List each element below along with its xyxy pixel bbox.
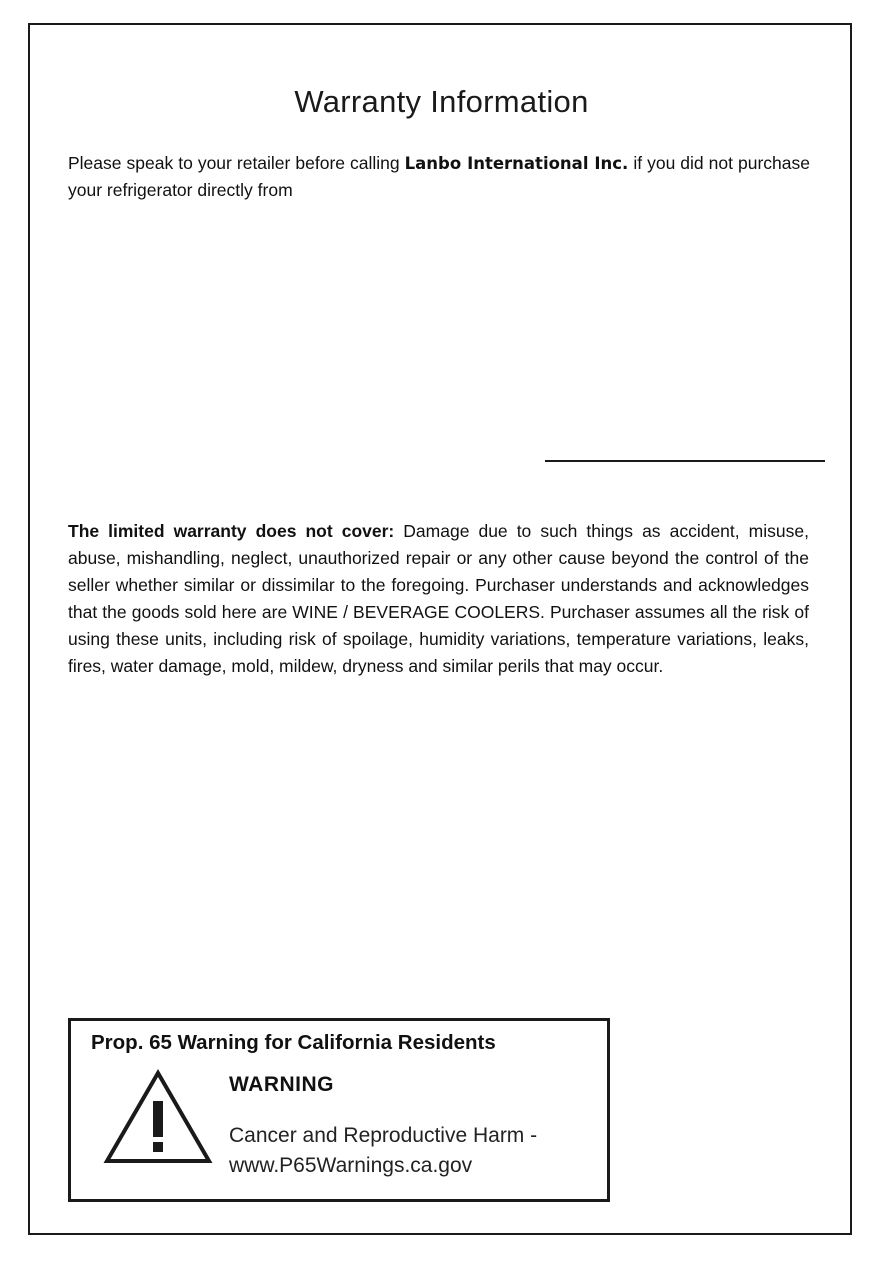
intro-text-before: Please speak to your retailer before calling: [68, 153, 405, 173]
coverage-lead: The limited warranty does not cover:: [68, 521, 395, 541]
intro-paragraph: [68, 150, 810, 204]
prop65-line-1: Cancer and Reproductive Harm -: [229, 1124, 538, 1147]
coverage-paragraph: [68, 518, 809, 680]
prop65-warning-label: WARNING: [229, 1073, 334, 1096]
prop65-header: Prop. 65 Warning for California Residents: [91, 1031, 496, 1054]
intro-text-after: if you did not purchase your refrigerator directly from: [68, 153, 810, 200]
warning-triangle-icon: [103, 1069, 213, 1167]
company-name: Lanbo International Inc.: [404, 154, 629, 173]
coverage-body: Damage due to such things as accident, misuse, abuse, mishandling, neglect, unauthorized repair or any other cause beyond the control of the seller whether similar or dissimilar to the foregoing. Purchaser understands and acknowledges that the goods sold here are WINE / BEVERAGE COOLERS. Purchaser assumes all the risk of using these units, including risk of spoilage, humidity variations, temperature variations, leaks, fires, water damage, mold, mildew, dryness and similar perils that may occur.: [68, 521, 809, 676]
prop65-warning-text: [229, 1121, 537, 1181]
prop65-warning-box: [68, 1018, 610, 1202]
prop65-link: www.P65Warnings.ca.gov: [229, 1154, 473, 1177]
signature-line: [545, 460, 825, 462]
page-title: Warranty Information: [294, 84, 589, 119]
